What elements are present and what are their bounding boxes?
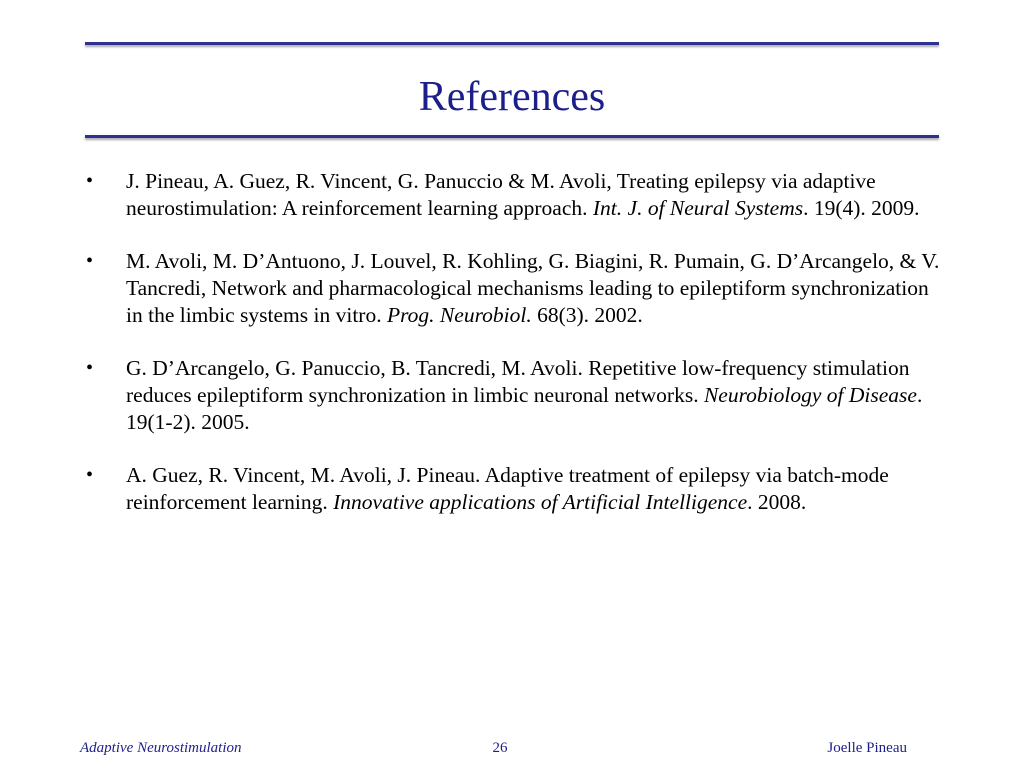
bullet-point: • [86,170,94,192]
reference-authors-title: M. Avoli, M. D’Antuono, J. Louvel, R. Kohling, G. Biagini, R. Pumain, G. D’Arcangelo, & V. Tancredi, Network and pharmacological mechanisms leading to epileptiform synchronization in the limbic systems in vitro. [126,249,940,327]
reference-volume-year: 68(3). 2002. [531,303,643,327]
reference-journal: Int. J. of Neural Systems [592,196,804,220]
title-bottom-rule [85,135,939,138]
reference-authors-title: J. Pineau, A. Guez, R. Vincent, G. Panuccio & M. Avoli, Treating epilepsy via adaptive neurostimulation: A reinforcement learning approach. [126,169,876,220]
reference-volume-year: . 2008. [747,490,807,514]
reference-list [86,168,946,542]
bullet-point: • [86,464,94,486]
reference-item [86,462,946,516]
reference-authors-title: A. Guez, R. Vincent, M. Avoli, J. Pineau. Adaptive treatment of epilepsy via batch-mode reinforcement learning. [126,463,889,514]
bullet-point: • [86,357,94,379]
title-top-rule [85,42,939,45]
bullet-point: • [86,250,94,272]
reference-volume-year: . 19(4). 2009. [803,196,920,220]
reference-item [86,355,946,436]
slide-title: References [418,74,606,120]
footer-author: Joelle Pineau [827,740,907,756]
footer-presentation-title: Adaptive Neurostimulation [80,740,242,756]
reference-authors-title: G. D’Arcangelo, G. Panuccio, B. Tancredi, M. Avoli. Repetitive low-frequency stimulation reduces epileptiform synchronization in limbic neuronal networks. [126,356,910,407]
reference-item [86,168,946,222]
footer-page-number: 26 [492,740,508,756]
reference-item [86,248,946,329]
reference-volume-year: . 19(1-2). 2005. [126,383,923,434]
reference-journal: Prog. Neurobiol. [386,303,532,327]
reference-journal: Innovative applications of Artificial Intelligence [333,490,748,514]
reference-journal: Neurobiology of Disease [703,383,917,407]
